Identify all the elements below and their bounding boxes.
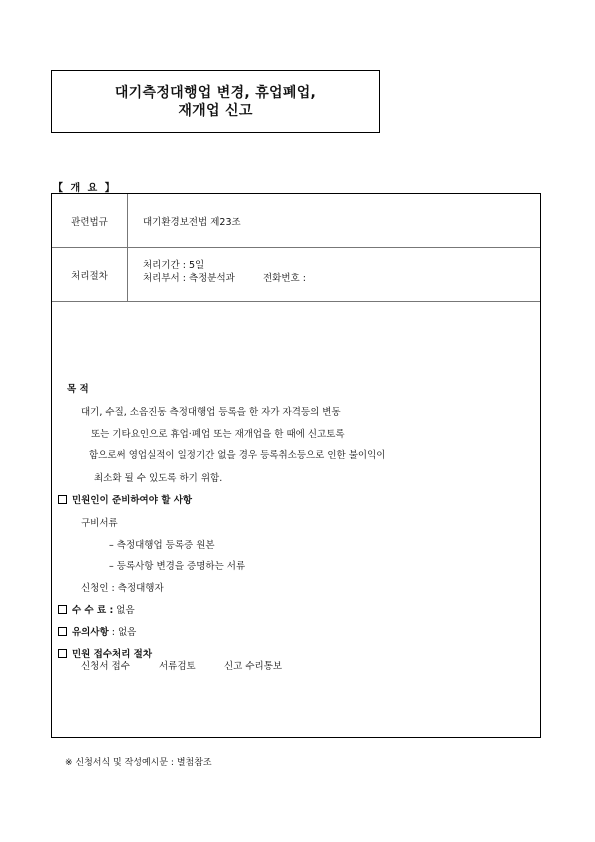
checkbox-icon: [58, 495, 67, 504]
law-label: 관련법규: [71, 217, 108, 228]
doc-item-1: – 측정대행업 등록증 원본: [109, 540, 215, 551]
fee-value: 없음: [116, 605, 135, 616]
checkbox-icon: [58, 627, 67, 636]
purpose-line-2: 또는 기타요인으로 휴업·폐업 또는 재개업을 한 때에 신고토록: [91, 429, 345, 440]
fee-label: 수 수 료 :: [72, 605, 114, 616]
procedure-heading-text: 민원 접수처리 절차: [72, 649, 153, 660]
process-period: 처리기간 : 5일: [143, 260, 205, 271]
overview-frame: [51, 193, 541, 738]
fee-line: [58, 602, 135, 616]
docs-label: 구비서류: [81, 518, 118, 529]
notes-line: [58, 624, 136, 638]
title-line-1: 대기측정대행업 변경, 휴업폐업,: [114, 84, 317, 101]
process-dept: 처리부서 : 측정분석과: [143, 273, 235, 284]
purpose-line-4: 최소화 될 수 있도록 하기 위함.: [94, 473, 223, 484]
purpose-heading: 목 적: [67, 384, 89, 395]
prepare-heading: [58, 492, 192, 506]
prepare-heading-text: 민원인이 준비하여야 할 사항: [72, 495, 193, 506]
doc-item-2: – 등록사항 변경을 증명하는 서류: [109, 561, 246, 572]
process-phone: 전화번호 :: [263, 273, 306, 284]
law-value: 대기환경보전법 제23조: [143, 217, 241, 228]
law-row: [52, 194, 540, 248]
checkbox-icon: [58, 605, 67, 614]
procedure-step-2: 서류검토: [159, 661, 196, 672]
notes-value: : 없음: [111, 627, 137, 638]
overview-heading: 【 개 요 】: [53, 183, 117, 194]
procedure-step-1: 신청서 접수: [81, 661, 130, 672]
process-label: 처리절차: [71, 271, 108, 282]
title-box: [51, 70, 380, 133]
footnote: ※ 신청서식 및 작성예시문 : 별첨참조: [65, 758, 212, 768]
checkbox-icon: [58, 649, 67, 658]
process-row: [52, 247, 540, 302]
column-divider: [127, 194, 128, 301]
applicant: 신청인 : 측정대행자: [81, 583, 164, 594]
title-line-2: 재개업 신고: [178, 102, 253, 119]
purpose-line-3: 함으로써 영업실적이 일정기간 없을 경우 등록취소등으로 인한 불이익이: [89, 450, 386, 461]
purpose-line-1: 대기, 수질, 소음진동 측정대행업 등록을 한 자가 자격등의 변동: [81, 407, 341, 418]
procedure-step-3: 신고 수리통보: [224, 661, 283, 672]
notes-label: 유의사항: [72, 627, 109, 638]
